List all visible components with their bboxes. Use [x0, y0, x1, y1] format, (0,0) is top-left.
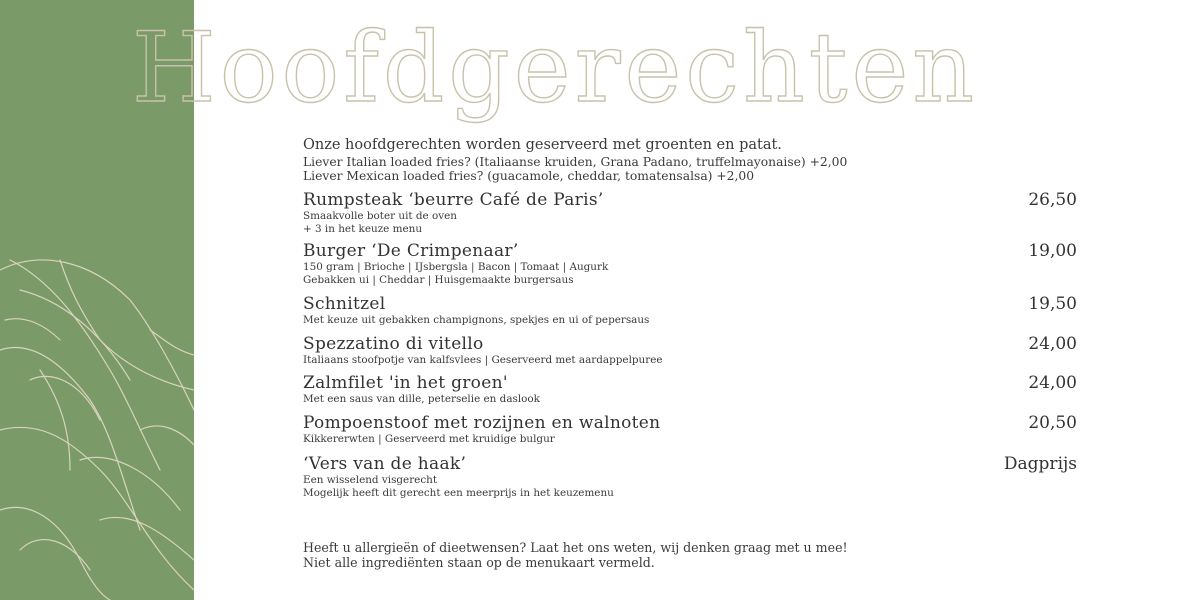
item-name: Burger ‘De Crimpenaar’ [303, 241, 519, 261]
item-desc-1: Een wisselend visgerecht [303, 474, 438, 486]
item-name: Spezzatino di vitello [303, 334, 484, 354]
item-name: Zalmfilet 'in het groen' [303, 373, 508, 393]
allergy-note-line-2: Niet alle ingrediënten staan op de menukaart vermeld. [303, 555, 655, 570]
page-title: Hoofdgerechten [132, 12, 979, 124]
item-name: Schnitzel [303, 294, 386, 314]
item-desc-1: Met keuze uit gebakken champignons, spekjes en ui of pepersaus [303, 314, 650, 326]
item-price: 20,50 [1028, 413, 1077, 433]
item-desc-2: Gebakken ui | Cheddar | Huisgemaakte burgersaus [303, 273, 574, 286]
intro-line-1: Onze hoofdgerechten worden geserveerd met groenten en patat. [303, 137, 782, 153]
item-price: 26,50 [1028, 190, 1077, 210]
item-price: Dagprijs [1003, 454, 1077, 474]
menu-item [303, 294, 1077, 327]
item-price: 24,00 [1028, 373, 1077, 393]
allergy-note [303, 540, 848, 570]
item-price: 24,00 [1028, 334, 1077, 354]
item-desc-1: Smaakvolle boter uit de oven [303, 210, 457, 222]
botanical-line-drawing-icon [0, 230, 194, 600]
menu-item [303, 413, 1077, 446]
intro-line-2: Liever Italian loaded fries? (Italiaanse kruiden, Grana Padano, truffelmayonaise) +2,00 [303, 155, 848, 169]
item-name: Rumpsteak ‘beurre Café de Paris’ [303, 190, 604, 210]
intro-text [303, 136, 847, 183]
menu-item [303, 334, 1077, 367]
item-price: 19,00 [1028, 241, 1077, 261]
item-name: ‘Vers van de haak’ [303, 454, 467, 474]
item-desc-2: + 3 in het keuze menu [303, 222, 423, 235]
allergy-note-line-1: Heeft u allergieën of dieetwensen? Laat het ons weten, wij denken graag met u mee! [303, 540, 848, 555]
menu-item [303, 241, 1077, 286]
item-price: 19,50 [1028, 294, 1077, 314]
menu-item [303, 454, 1077, 499]
menu-item [303, 190, 1077, 235]
item-desc-1: Italiaans stoofpotje van kalfsvlees | Geserveerd met aardappelpuree [303, 354, 663, 366]
item-desc-2: Mogelijk heeft dit gerecht een meerprijs in het keuzemenu [303, 486, 614, 499]
menu-item [303, 373, 1077, 406]
item-desc-1: Met een saus van dille, peterselie en daslook [303, 393, 540, 405]
item-name: Pompoenstoof met rozijnen en walnoten [303, 413, 661, 433]
item-desc-1: 150 gram | Brioche | IJsbergsla | Bacon | Tomaat | Augurk [303, 261, 609, 273]
item-desc-1: Kikkererwten | Geserveerd met kruidige bulgur [303, 433, 555, 445]
intro-line-3: Liever Mexican loaded fries? (guacamole, cheddar, tomatensalsa) +2,00 [303, 169, 755, 183]
